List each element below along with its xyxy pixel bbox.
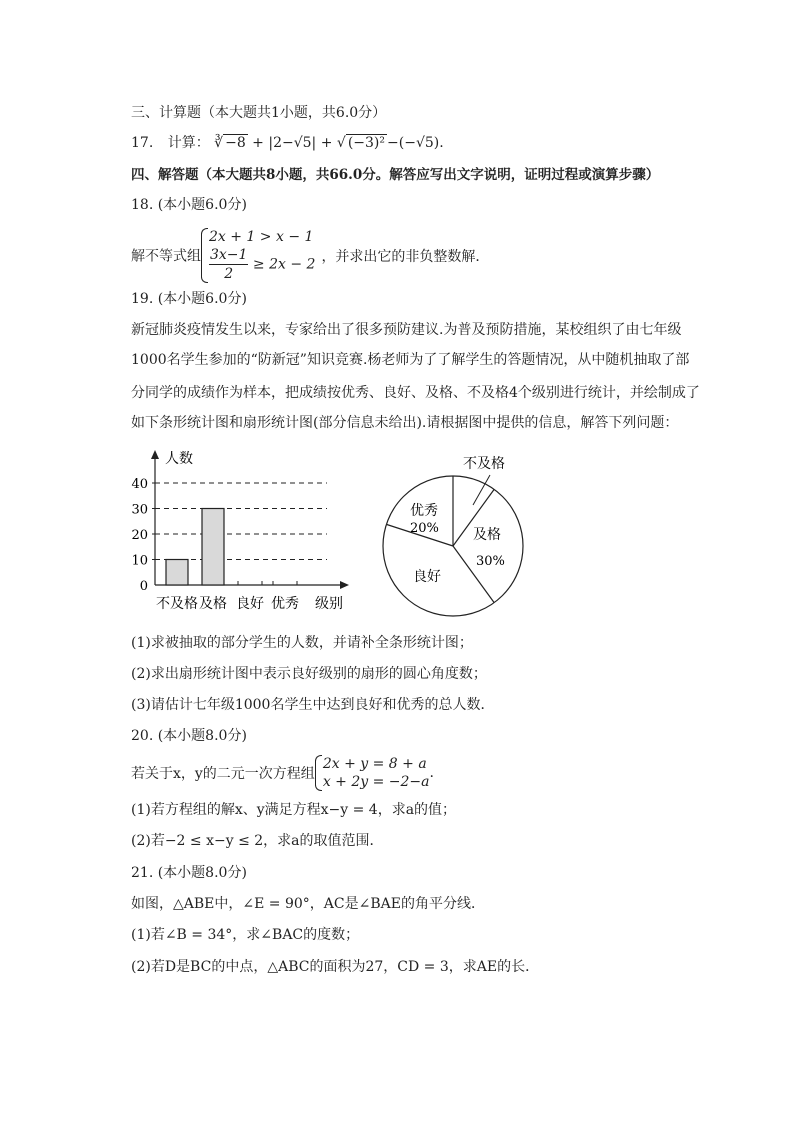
q20-eq-1: 2x + y = 8 + a: [322, 756, 427, 772]
pie-label-excellent-pct: 20%: [410, 521, 439, 536]
pie-label-fail: 不及格: [463, 456, 505, 472]
bar-category-label: 不及格: [156, 596, 198, 612]
bar-0: [166, 560, 188, 586]
q18-ineq-2: [209, 246, 315, 283]
q19-sub-2: (2)求出扇形统计图中表示良好级别的扇形的圆心角度数；: [131, 666, 487, 682]
q19-sub-1: (1)求被抽取的部分学生的人数，并请补全条形统计图；: [131, 635, 473, 651]
q19-para-3: 分同学的成绩作为样本，把成绩按优秀、良好、及格、不及格4个级别进行统计，并绘制成了: [131, 385, 700, 401]
question-17: [131, 133, 444, 153]
q20-sub-2: (2)若−2 ≤ x−y ≤ 2，求a的取值范围．: [131, 833, 384, 849]
q19-sub-3: (3)请估计七年级1000名学生中达到良好和优秀的总人数．: [131, 697, 495, 713]
q20-system: [315, 755, 430, 791]
bar-category-label: 良好: [236, 596, 264, 612]
q18-fraction: [209, 246, 248, 283]
q19-para-1: 新冠肺炎疫情发生以来，专家给出了很多预防建议.为普及预防措施，某校组织了由七年级: [131, 322, 682, 338]
q17-cbrt-radicand: −8: [225, 135, 246, 151]
q19-para-4: 如下条形统计图和扇形统计图(部分信息未给出).请根据图中提供的信息，解答下列问题：: [131, 415, 679, 431]
bar-chart: [125, 448, 365, 618]
q18-ineq-2-rhs: ≥ 2x − 2: [248, 256, 316, 273]
q21-heading: 21. (本小题8.0分): [131, 865, 247, 881]
q21-sub-2: (2)若D是BC的中点，△ABC的面积为27，CD = 3，求AE的长．: [131, 959, 540, 975]
pie-label-good: 良好: [413, 569, 441, 585]
bar-category-label: 优秀: [271, 596, 299, 612]
bar-category-label: 及格: [199, 596, 227, 612]
q17-sqrt-radicand: (−3)²: [347, 135, 386, 151]
bar-ytick-label: 10: [131, 553, 148, 569]
section-4-heading: 四、解答题（本大题共8小题，共66.0分。解答应写出文字说明，证明过程或演算步骤）: [131, 167, 660, 183]
bar-1: [202, 509, 224, 586]
q20-heading: 20. (本小题8.0分): [131, 728, 247, 744]
q18-frac-den: 2: [224, 266, 234, 282]
pie-chart: [375, 448, 545, 623]
bar-ylabel: 人数: [165, 451, 193, 467]
q19-heading: 19. (本小题6.0分): [131, 291, 247, 307]
q18-tail: ，并求出它的非负整数解．: [321, 248, 490, 265]
bar-ytick-label: 40: [131, 477, 148, 492]
bar-xlabel: 级别: [315, 596, 343, 612]
q17-cbrt-sign: ∛: [214, 135, 224, 151]
question-18: [131, 228, 489, 283]
section-3-heading: 三、计算题（本大题共1小题，共6.0分）: [131, 105, 387, 121]
q20-sub-1: (1)若方程组的解x、y满足方程x−y = 4，求a的值；: [131, 802, 457, 818]
q21-sub-1: (1)若∠B = 34°，求∠BAC的度数；: [131, 927, 360, 943]
q18-ineq-1: 2x + 1 > x − 1: [209, 229, 314, 245]
q21-para-1: 如图，△ABE中，∠E = 90°，AC是∠BAE的角平分线．: [131, 896, 485, 912]
q20-tail: .: [429, 765, 434, 781]
q18-brace: [201, 228, 208, 283]
q17-lead: 计算：: [167, 135, 210, 151]
q18-frac-num: 3x−1: [210, 247, 248, 263]
bar-y-arrow: [151, 450, 159, 459]
q20-lead: 若关于x，y的二元一次方程组: [131, 766, 315, 782]
pie-label-pass-pct: 30%: [476, 554, 505, 569]
q17-number: 17.: [131, 135, 154, 151]
q17-last-term: −(−√5).: [387, 135, 444, 151]
q18-system: [201, 228, 315, 283]
q20-eq-2: x + 2y = −2−a: [322, 774, 430, 790]
q20-brace: [315, 755, 322, 791]
q17-abs-term: + |2−√5| +: [247, 135, 337, 151]
question-20: [131, 755, 434, 791]
q18-heading: 18. (本小题6.0分): [131, 197, 247, 213]
pie-label-pass: 及格: [473, 527, 501, 543]
q17-sqrt-sign: √: [336, 135, 346, 151]
bar-ytick-label: 30: [131, 502, 148, 518]
pie-label-excellent: 优秀: [410, 503, 438, 519]
bar-x-arrow: [340, 581, 349, 589]
q18-lead: 解不等式组: [131, 248, 201, 265]
bar-ytick-label: 20: [131, 528, 148, 543]
bar-ytick-label: 0: [139, 579, 148, 594]
q19-para-2: 1000名学生参加的“防新冠”知识竞赛.杨老师为了了解学生的答题情况，从中随机抽取了部: [131, 352, 690, 368]
